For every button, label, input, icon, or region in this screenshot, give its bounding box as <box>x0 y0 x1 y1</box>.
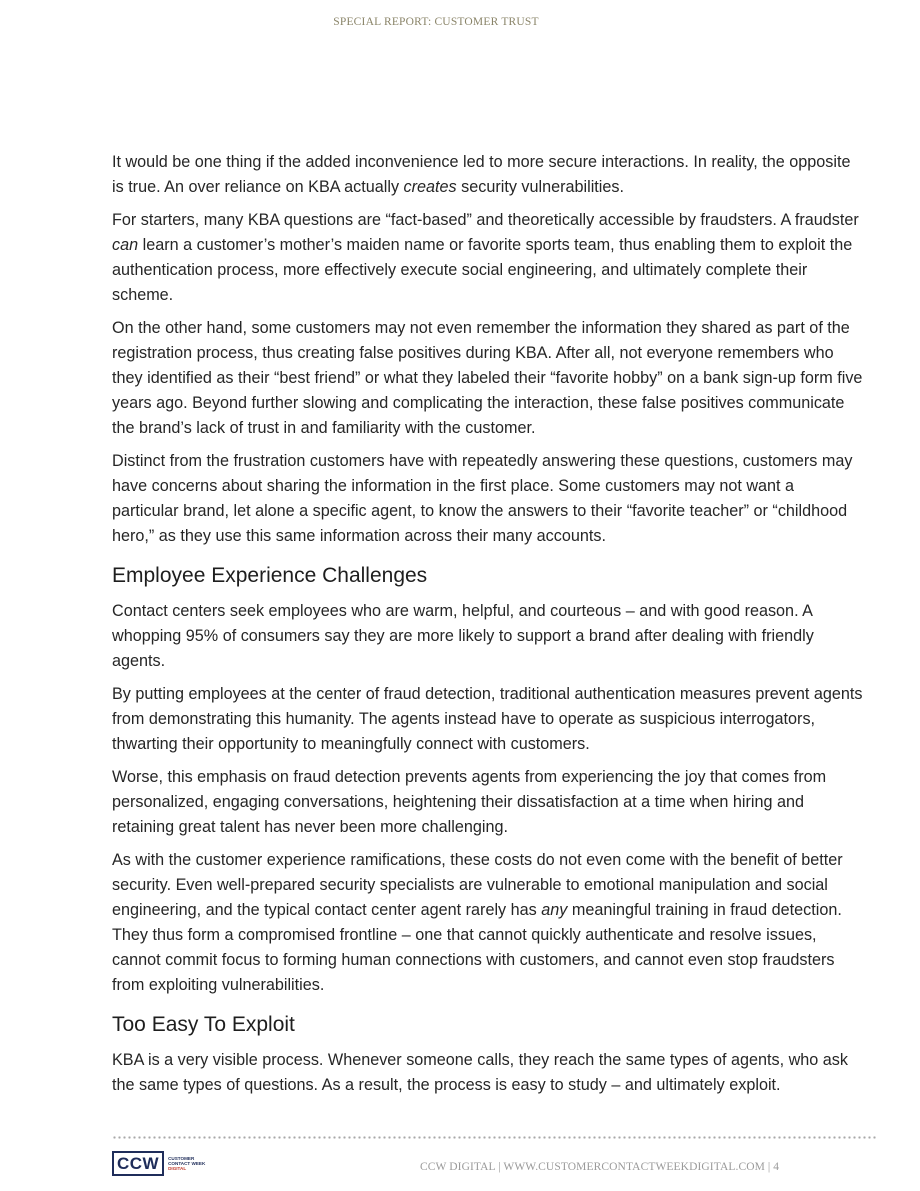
logo-line: DIGITAL <box>168 1165 187 1171</box>
paragraph: Contact centers seek employees who are warm, helpful, and courteous – and with good reason. A whopping 95% of consumers say they are more likely to support a brand after dealing with friendly agents. <box>112 602 814 670</box>
paragraph <box>112 208 864 308</box>
page-footer: CCW DIGITAL | WWW.CUSTOMERCONTACTWEEKDIGITAL.COM | 4 <box>420 1161 780 1173</box>
paragraph: On the other hand, some customers may not even remember the information they shared as part of the registration process, thus creating false positives during KBA. After all, not everyone remembers who they identified as their “best friend” or what they labeled their “favorite hobby” on a bank sign-up form five years ago. Beyond further slowing and complicating the interaction, these false positives communicate the brand’s lack of trust in and familiarity with the customer. <box>112 319 863 437</box>
logo-wordmark <box>168 1156 205 1171</box>
article-body <box>112 150 864 1106</box>
section-heading: Employee Experience Challenges <box>112 564 428 587</box>
paragraph: By putting employees at the center of fraud detection, traditional authentication measures prevent agents from demonstrating this humanity. The agents instead have to operate as suspicious interrogators, thwarting their opportunity to meaningfully connect with customers. <box>112 685 863 753</box>
logo-line: CUSTOMER <box>168 1155 195 1161</box>
emphasis-text: any <box>541 901 568 919</box>
section-heading: Too Easy To Exploit <box>112 1013 295 1036</box>
paragraph <box>112 150 864 200</box>
text-run: security vulnerabilities. <box>456 178 624 196</box>
paragraph: Distinct from the frustration customers have with repeatedly answering these questions, customers may have concerns about sharing the information in the first place. Some customers may not want a particular brand, let alone a specific agent, to know the answers to their “favorite teacher” or “childhood hero,” as they use this same information across their many accounts. <box>112 452 853 545</box>
text-run: As with the customer experience ramifications, these costs do not even come with the benefit of better security. Even well-prepared security specialists are vulnerable to emotional manipulation and social engineering, and the typical contact center agent rarely has <box>112 851 843 919</box>
running-header: SPECIAL REPORT: CUSTOMER TRUST <box>333 16 539 28</box>
text-run: learn a customer’s mother’s maiden name or favorite sports team, thus enabling them to exploit the authentication process, more effectively execute social engineering, and ultimately complete their scheme. <box>112 236 853 304</box>
logo-mark: CCW <box>112 1151 164 1176</box>
paragraph <box>112 848 864 998</box>
paragraph: Worse, this emphasis on fraud detection prevents agents from experiencing the joy that comes from personalized, engaging conversations, heightening their dissatisfaction at a time when hiring and retaining great talent has never been more challenging. <box>112 768 827 836</box>
ccw-logo <box>112 1150 205 1176</box>
text-run: It would be one thing if the added inconvenience led to more secure interactions. In reality, the opposite is true. An over reliance on KBA actually <box>112 153 851 196</box>
paragraph: KBA is a very visible process. Whenever someone calls, they reach the same types of agents, who ask the same types of questions. As a result, the process is easy to study – and ultimately exploit. <box>112 1051 848 1094</box>
text-run: For starters, many KBA questions are “fact-based” and theoretically accessible by fraudsters. A fraudster <box>112 211 859 229</box>
footer-divider <box>112 1136 878 1139</box>
text-run: meaningful training in fraud detection. They thus form a compromised frontline – one that cannot quickly authenticate and resolve issues, cannot commit focus to forming human connections with customers, and cannot even stop fraudsters from exploiting vulnerabilities. <box>112 901 842 994</box>
logo-line: CONTACT WEEK <box>168 1160 206 1166</box>
emphasis-text: creates <box>403 178 457 196</box>
emphasis-text: can <box>112 236 139 254</box>
